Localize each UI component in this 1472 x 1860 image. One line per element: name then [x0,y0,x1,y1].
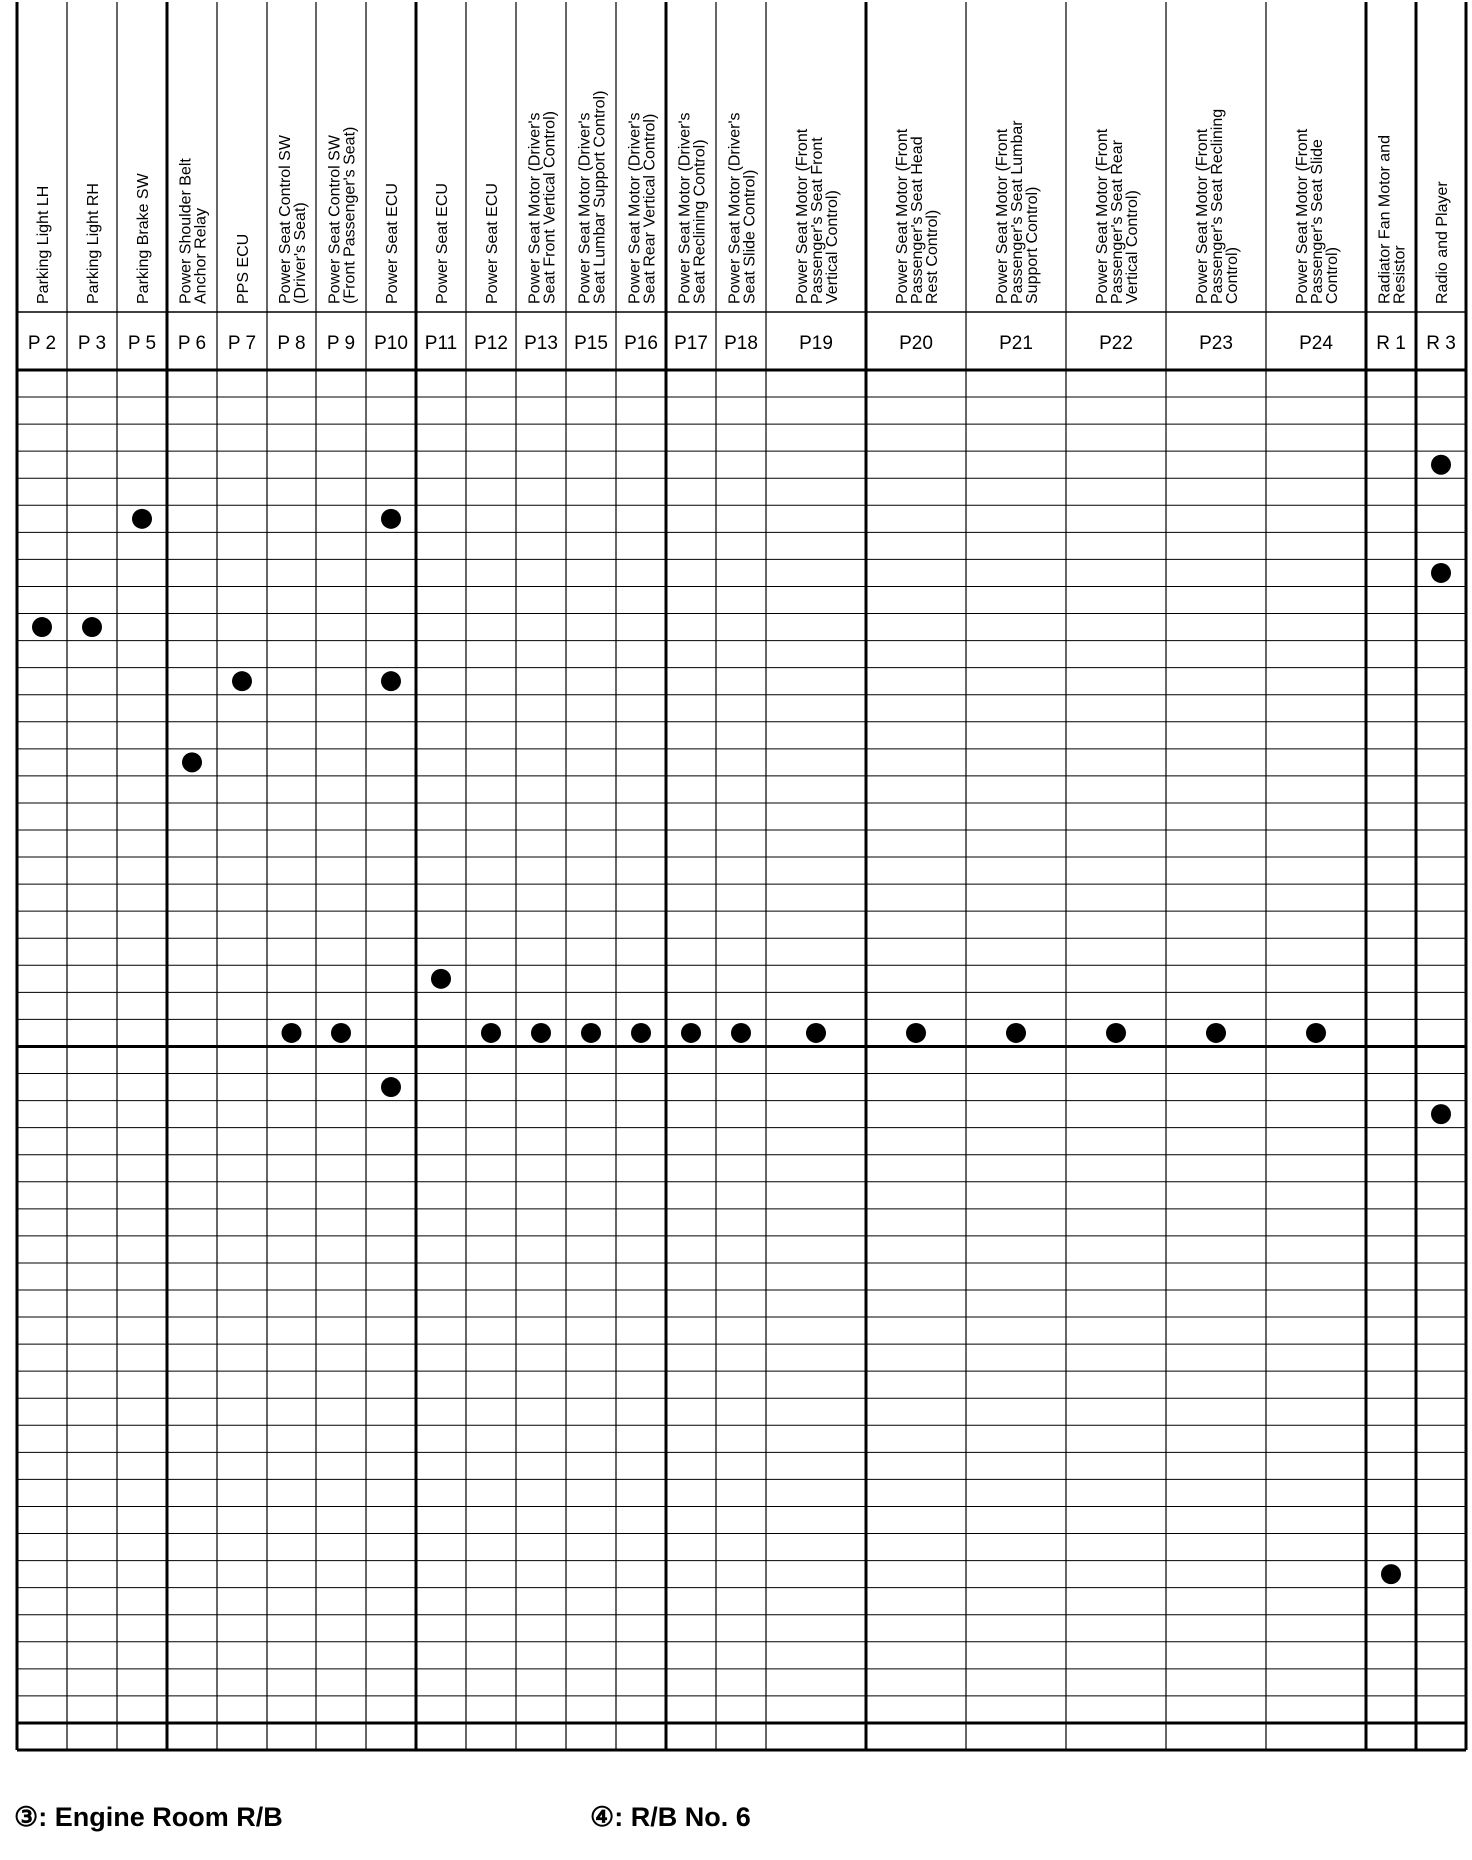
connection-dot [1106,1023,1126,1043]
column-code-text: P10 [374,333,408,354]
column-name-text: Anchor Relay [192,207,210,304]
connection-dot [806,1023,826,1043]
column-name-text: Support Control) [1024,186,1041,304]
column-name-text: Seat Slide Control) [741,169,759,304]
legend-rb-no-6 [590,1802,751,1833]
column-name-text: Power Seat Motor (Driver's [526,112,544,304]
connection-dot [581,1023,601,1043]
column-name-text: Passenger's Seat Reclining [1209,108,1226,304]
column-code-text: P15 [574,333,608,354]
connection-dot [1206,1023,1226,1043]
column-name-text: Parking Light RH [85,183,102,304]
connection-dot [82,617,102,637]
column-name-text: Power Seat Motor (Front [794,128,811,304]
connection-dot [282,1023,302,1043]
legend-text: : Engine Room R/B [38,1802,283,1832]
column-code-text: P 3 [77,333,107,354]
column-name-text: Power Seat Motor (Driver's [726,112,744,304]
column-name-text: Radiator Fan Motor and [1376,135,1394,304]
connection-dot [331,1023,351,1043]
column-name-text: Power Seat ECU [484,183,501,304]
column-code-text: P20 [899,333,933,354]
column-name-text: Seat Front Vertical Control) [541,111,559,304]
column-name-text: Rest Control) [924,209,941,304]
connection-dot [631,1023,651,1043]
connection-dot [1006,1023,1026,1043]
column-name-text: Seat Rear Vertical Control) [641,113,659,304]
legend-engine-room-rb [14,1802,283,1833]
connection-dot [182,752,202,772]
connection-dot [1431,1104,1451,1124]
column-name-text: Power Seat Motor (Front [1194,128,1211,304]
connection-dot [431,969,451,989]
column-code-text: P 2 [27,333,57,354]
connection-dot [681,1023,701,1043]
column-name-text: Power Seat Motor (Front [894,128,911,304]
column-code-text: P23 [1199,333,1233,354]
column-code-text: P 5 [127,333,157,354]
legend-symbol: ③ [14,1802,39,1832]
legend-text: : R/B No. 6 [614,1802,751,1832]
column-name-text: Power Seat ECU [434,183,451,304]
column-name-text: (Driver's Seat) [292,202,309,304]
column-name-text: Power Seat Motor (Front [1094,128,1111,304]
legend-symbol: ④ [590,1802,615,1832]
column-name-text: Resistor [1391,245,1409,304]
column-name-text: Passenger's Seat Slide [1309,139,1326,304]
column-code-text: P24 [1299,333,1333,354]
column-name-text: Control) [1324,247,1341,304]
column-name-text: Seat Lumbar Support Control) [591,90,609,304]
connection-dot [32,617,52,637]
column-code-text: R 3 [1426,333,1456,354]
column-code-text: R 1 [1376,333,1406,354]
column-name-text: Passenger's Seat Head [909,136,926,304]
column-code-text: P16 [624,333,658,354]
connection-dot [1381,1564,1401,1584]
column-name-text: Passenger's Seat Lumbar [1009,120,1026,304]
column-name-text: Parking Brake SW [135,173,152,304]
column-name-text: Power Seat Motor (Driver's [676,112,694,304]
connection-dot [1431,563,1451,583]
column-code-text: P 6 [177,333,207,354]
column-code-text: P12 [474,333,508,354]
connection-dot [1431,455,1451,475]
column-name-text: Vertical Control) [1124,190,1141,304]
column-name-text: (Front Passenger's Seat) [341,126,359,304]
connection-dot [381,509,401,529]
column-name-text: Power Shoulder Belt [177,158,195,304]
column-code-text: P13 [524,333,558,354]
column-name-text: Vertical Control) [824,190,841,304]
column-name-text: Power Seat Control SW [326,135,344,304]
column-name-text: Seat Reclining Control) [691,139,709,304]
column-name-text: Passenger's Seat Rear [1109,139,1126,304]
connection-dot [381,671,401,691]
column-code-text: P21 [999,333,1033,354]
connection-dot [1306,1023,1326,1043]
column-code-text: P17 [674,333,708,354]
connection-dot [906,1023,926,1043]
column-code-text: P 9 [326,333,356,354]
connection-dot [132,509,152,529]
column-name-text: Power Seat Motor (Front [1294,128,1311,304]
column-code-text: P22 [1099,333,1133,354]
column-name-text: Power Seat ECU [384,183,401,304]
column-name-text: Power Seat Control SW [277,135,294,304]
column-name-text: Control) [1224,247,1241,304]
column-name-text: Power Seat Motor (Driver's [576,112,594,304]
connection-dot [531,1023,551,1043]
column-code-text: P19 [799,333,833,354]
connection-dot [232,671,252,691]
column-name-text: Power Seat Motor (Front [994,128,1011,304]
column-code-text: P 7 [227,333,257,354]
column-name-text: Passenger's Seat Front [809,137,826,304]
column-name-text: Radio and Player [1434,181,1451,304]
column-name-text: Parking Light LH [35,185,52,304]
column-name-text: PPS ECU [235,233,252,304]
column-name-text: Power Seat Motor (Driver's [626,112,644,304]
column-code-text: P 8 [277,333,306,354]
column-code-text: P11 [424,333,458,354]
connection-dot [731,1023,751,1043]
connection-dot [381,1077,401,1097]
column-code-text: P18 [724,333,758,354]
connection-dot [481,1023,501,1043]
